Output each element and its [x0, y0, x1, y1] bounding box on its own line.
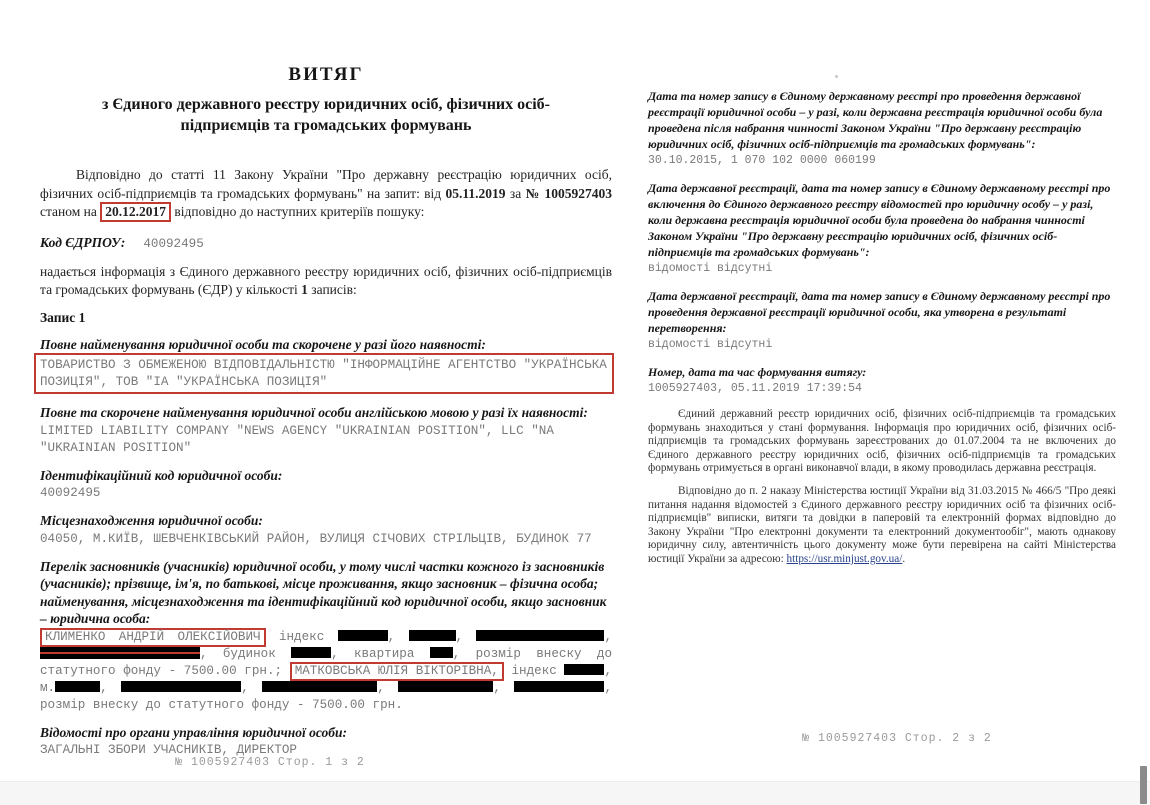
record-heading: Запис 1 [40, 309, 86, 325]
redaction-bar-red-strike [40, 647, 200, 659]
minjust-link[interactable]: https://usr.minjust.gov.ua/ [786, 552, 903, 565]
viewer-bottom-strip [0, 781, 1150, 805]
intro-text: Відповідно до статті 11 Закону України "Про державну реєстрацію юридичних осіб, фізичних осіб-підприємців та громадських формувань" на запит: від [40, 167, 612, 201]
field-inclusion-record [648, 180, 1116, 276]
governing-label: Відомості про органи управління юридичної особи: [40, 724, 347, 740]
field-registration-record [648, 88, 1116, 168]
document-page-1 [40, 64, 612, 778]
field-transformation-record [648, 288, 1116, 352]
field-governing-bodies [40, 724, 612, 760]
field-edrpou [40, 234, 612, 253]
highlight-box-asof-date: 20.12.2017 [100, 202, 171, 222]
name-en-label: Повне та скорочене найменування юридичної особи англійською мовою у разі їх наявності: [40, 405, 588, 420]
redaction-bar [430, 647, 453, 658]
page-subtitle: з Єдиного державного реєстру юридичних осіб, фізичних осіб-підприємців та громадських формувань [101, 96, 551, 134]
address-label: Місцезнаходження юридичної особи: [40, 513, 263, 528]
id-code-label: Ідентифікаційний код юридичної особи: [40, 467, 283, 483]
redaction-bar [476, 630, 604, 641]
registration-record-label: Дата та номер запису в Єдиному державному реєстрі про проведення державної реєстрації юридичної особи – у разі, коли державна реєстрація юридичної особи була проведена після набрання чинності Законом України "Про державну реєстрацію юридичних осіб, фізичних осіб-підприємців та громадських формувань": [648, 89, 1103, 151]
redaction-bar [409, 630, 456, 641]
redaction-bar [121, 681, 241, 692]
redaction-bar [262, 681, 377, 692]
redaction-bar [564, 664, 604, 675]
extract-number-value: 1005927403, 05.11.2019 17:39:54 [648, 382, 862, 395]
highlight-box-company-name [34, 353, 614, 394]
scan-artifact-dot [835, 75, 838, 78]
redaction-bar [514, 681, 604, 692]
document-page-2 [648, 88, 1116, 750]
redaction-bar [291, 647, 331, 658]
provided-paragraph: надається інформація з Єдиного державного реєстру юридичних осіб, фізичних осіб-підприємців та громадських формувань (ЄДР) у кількості 1 записів: [40, 263, 612, 297]
full-name-label: Повне найменування юридичної особи та скорочене у разі його наявності: [40, 336, 486, 352]
legal-note-paragraph: Відповідно до п. 2 наказу Міністерства юстиції України від 31.03.2015 № 466/5 "Про деякі питання надання відомостей з Єдиного державного реєстру юридичних осіб та фізичних осіб-підприємців" виписки, витяги та довідки в паперовій та електронній формах відповідно до Закону України "Про електронні документи та електронний документообіг", мають однакову юридичну силу, автентичність цього документу може бути перевірена на сайті Міністерства юстиції України за адресою: https://usr.minjust.gov.ua/. [648, 484, 1116, 565]
inclusion-record-label: Дата державної реєстрації, дата та номер запису в Єдиному державному реєстрі про включення до Єдиного державного реєстру відомостей про юридичну особу – у разі, коли державна реєстрація юридичної особи була проведена до набрання чинності Законом України "Про державну реєстрацію юридичних осіб, фізичних осіб-підприємців та громадських формувань": [648, 181, 1111, 259]
founders-label: Перелік засновників (учасників) юридичної особи, у тому числі частки кожного із засновників (учасників); прізвище, ім'я, по батькові, місце проживання, якщо засновник – фізична особа; найменування, місцезнаходження та ідентифікаційний код юридичної особи, якщо засновник – юридична особа: [40, 558, 607, 626]
transformation-record-label: Дата державної реєстрації, дата та номер запису в Єдиному державному реєстрі про проведення державної реєстрації юридичної особи, яка утворена в результаті перетворення: [648, 289, 1111, 335]
request-date: 05.11.2019 [445, 185, 506, 201]
edrpou-label: Код ЄДРПОУ: [40, 234, 126, 250]
inclusion-record-value: відомості відсутні [648, 262, 773, 275]
vertical-scrollbar-thumb[interactable] [1140, 766, 1147, 804]
address-value: 04050, М.КИЇВ, ШЕВЧЕНКІВСЬКИЙ РАЙОН, ВУЛИЦЯ СІЧОВИХ СТРІЛЬЦІВ, БУДИНОК 77 [40, 531, 592, 546]
field-founders [40, 558, 612, 714]
page-title: ВИТЯГ [288, 64, 364, 85]
page2-footer: № 1005927403 Стор. 2 з 2 [802, 732, 992, 745]
id-code-value: 40092495 [40, 486, 101, 500]
redaction-bar [398, 681, 493, 692]
governing-value: ЗАГАЛЬНІ ЗБОРИ УЧАСНИКІВ, ДИРЕКТОР [40, 743, 297, 757]
request-number: № 1005927403 [525, 185, 612, 201]
field-id-code [40, 467, 612, 503]
field-extract-number [648, 364, 1116, 396]
registry-note-paragraph: Єдиний державний реєстр юридичних осіб, фізичних осіб-підприємців та громадських формувань знаходиться у стані формування. Інформація про юридичних осіб, фізичних осіб-підприємців та громадських формувань зареєстрованих до 01.07.2004 та не включених до Єдиного державного реєстру юридичних осіб, фізичних осіб-підприємців та громадських формувань отримується в органі виконавчої влади, в якому проводилась державна реєстрація. [648, 408, 1116, 475]
redaction-bar [55, 681, 100, 692]
field-name-en [40, 404, 612, 457]
highlight-box-founder1: КЛИМЕНКО АНДРІЙ ОЛЕКСІЙОВИЧ [40, 628, 266, 647]
intro-paragraph: Відповідно до статті 11 Закону України "Про державну реєстрацію юридичних осіб, фізичних осіб-підприємців та громадських формувань" на запит: від 05.11.2019 за № 1005927403 станом на 20.12.2017 відповідно до наступних критеріїв пошуку: [40, 166, 612, 222]
extract-number-label: Номер, дата та час формування витягу: [648, 365, 867, 379]
field-address [40, 512, 612, 548]
registration-record-value: 30.10.2015, 1 070 102 0000 060199 [648, 154, 876, 167]
edrpou-value: 40092495 [143, 236, 204, 251]
redaction-bar [338, 630, 388, 641]
transformation-record-value: відомості відсутні [648, 338, 773, 351]
records-count: 1 [301, 282, 308, 297]
name-en-value: LIMITED LIABILITY COMPANY "NEWS AGENCY "UKRAINIAN POSITION", LLC "NA "UKRAINIAN POSITION" [40, 423, 554, 455]
field-full-name [40, 336, 612, 395]
full-name-value: ТОВАРИСТВО З ОБМЕЖЕНОЮ ВІДПОВІДАЛЬНІСТЮ "ІНФОРМАЦІЙНЕ АГЕНТСТВО "УКРАЇНСЬКА ПОЗИЦІЯ", ТОВ "ІА "УКРАЇНСЬКА ПОЗИЦІЯ" [40, 358, 607, 389]
highlight-box-founder2: МАТКОВСЬКА ЮЛІЯ ВІКТОРІВНА, [290, 662, 504, 681]
page1-footer: № 1005927403 Стор. 1 з 2 [175, 756, 365, 769]
founders-value: КЛИМЕНКО АНДРІЙ ОЛЕКСІЙОВИЧ індекс , , , , будинок , квартира , розмір внеску до статутного фонду - 7500.00 грн.; МАТКОВСЬКА ЮЛІЯ ВІКТОРІВНА, індекс , м. , , , , , розмір внеску до статутного фонду - 7500.00 грн. [40, 629, 612, 712]
